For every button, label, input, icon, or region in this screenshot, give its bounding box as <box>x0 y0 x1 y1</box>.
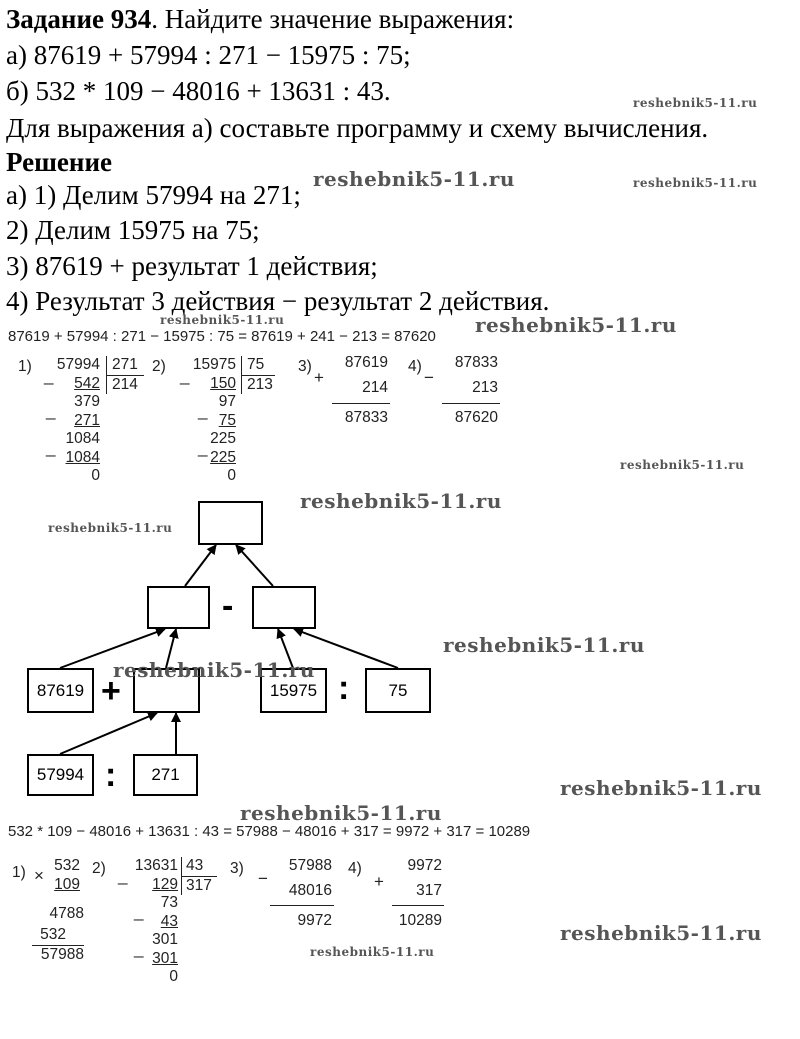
calc-a-label-1: 1) <box>18 358 32 375</box>
watermark: reshebnik5-11.ru <box>443 633 645 657</box>
task-line-c: Для выражения а) составьте программу и схему вычисления. <box>6 113 709 143</box>
calc-b-label-4: 4) <box>348 860 362 877</box>
formula-b: 532 * 109 − 48016 + 13631 : 43 = 57988 − 48016 + 317 = 9972 + 317 = 10289 <box>8 823 531 840</box>
calc-b-div-quotient: 317 <box>186 877 212 894</box>
scheme-colon-1: : <box>338 669 350 707</box>
watermark: reshebnik5-11.ru <box>313 167 515 191</box>
calc-a-div1-quotient: 214 <box>112 376 138 393</box>
calc-b-label-2: 2) <box>92 860 106 877</box>
calc-b-label-3: 3) <box>230 860 244 877</box>
calc-b-label-1: 1) <box>12 864 26 881</box>
calc-a-add: 87619 214 87833 <box>344 354 388 426</box>
calc-a-div1-divisor: 271 <box>112 356 138 373</box>
scheme-result-box <box>198 501 263 545</box>
solution-step-3: 3) 87619 + результат 1 действия; <box>6 251 378 281</box>
watermark: reshebnik5-11.ru <box>310 945 435 959</box>
plus-sign: + <box>374 872 384 891</box>
watermark: reshebnik5-11.ru <box>48 521 173 535</box>
scheme-quotient2-box <box>252 586 316 629</box>
calc-a-div2-divisor: 75 <box>247 356 265 373</box>
arrow <box>60 713 157 754</box>
solution-heading: Решение <box>6 147 112 177</box>
calc-b-div-divisor: 43 <box>186 857 204 874</box>
watermark: reshebnik5-11.ru <box>240 801 442 825</box>
scheme-box-57994: 57994 <box>27 754 94 796</box>
calc-b-add: 9972 317 10289 <box>398 857 442 929</box>
calc-b-mul-result: 57988 <box>40 946 84 963</box>
watermark: reshebnik5-11.ru <box>475 313 677 337</box>
watermark: reshebnik5-11.ru <box>113 658 315 682</box>
scheme-sum-box <box>147 586 210 629</box>
task-label: Задание 934 <box>6 4 152 34</box>
formula-a: 87619 + 57994 : 271 − 15975 : 75 = 87619 + 241 − 213 = 87620 <box>8 328 436 345</box>
calc-a-div2-quotient: 213 <box>247 376 273 393</box>
scheme-minus: - <box>222 587 234 625</box>
solution-step-1: а) 1) Делим 57994 на 271; <box>6 180 301 210</box>
task-line-b: б) 532 * 109 − 48016 + 13631 : 43. <box>6 76 391 106</box>
watermark: reshebnik5-11.ru <box>560 921 762 945</box>
watermark: reshebnik5-11.ru <box>633 96 758 110</box>
watermark: reshebnik5-11.ru <box>300 489 502 513</box>
scheme-colon-2: : <box>105 756 117 794</box>
scheme-box-75: 75 <box>365 668 431 713</box>
calc-b-mul: 532 109 <box>54 857 80 893</box>
calc-a-label-4: 4) <box>408 358 422 375</box>
arrow <box>185 545 216 586</box>
watermark: reshebnik5-11.ru <box>620 458 745 472</box>
calc-b-mul-partials: 4788 <box>49 905 84 922</box>
calc-a-div2-rows: 15975 150 97 75 225 225 0 <box>192 356 236 484</box>
calc-b-div-rows: 13631 129 73 43 301 301 0 <box>134 857 178 985</box>
watermark: reshebnik5-11.ru <box>560 776 762 800</box>
scheme-plus: + <box>101 672 121 710</box>
calc-a-div1-rows: 57994 542 379 271 1084 1084 0 <box>56 356 100 484</box>
minus-sign: − <box>258 869 268 888</box>
calc-a-label-3: 3) <box>298 358 312 375</box>
arrow <box>236 545 273 586</box>
scheme-box-87619: 87619 <box>27 668 94 713</box>
task-text: . Найдите значение выражения: <box>151 4 515 34</box>
scheme-box-15975: 15975 <box>260 668 327 713</box>
calc-a-label-2: 2) <box>152 358 166 375</box>
minus-sign: − <box>424 368 434 387</box>
times-sign: × <box>34 866 44 885</box>
solution-step-4: 4) Результат 3 действия − результат 2 действия. <box>6 286 550 316</box>
minus-sign: _ <box>44 366 54 385</box>
watermark: reshebnik5-11.ru <box>160 313 285 327</box>
calc-b-sub: 57988 48016 9972 <box>288 857 332 929</box>
watermark: reshebnik5-11.ru <box>633 176 758 190</box>
calc-a-sub: 87833 213 87620 <box>454 354 498 426</box>
task-line-a: а) 87619 + 57994 : 271 − 15975 : 75; <box>6 40 411 70</box>
plus-sign: + <box>314 368 324 387</box>
solution-step-2: 2) Делим 15975 на 75; <box>6 215 260 245</box>
scheme-box-271: 271 <box>133 754 198 796</box>
